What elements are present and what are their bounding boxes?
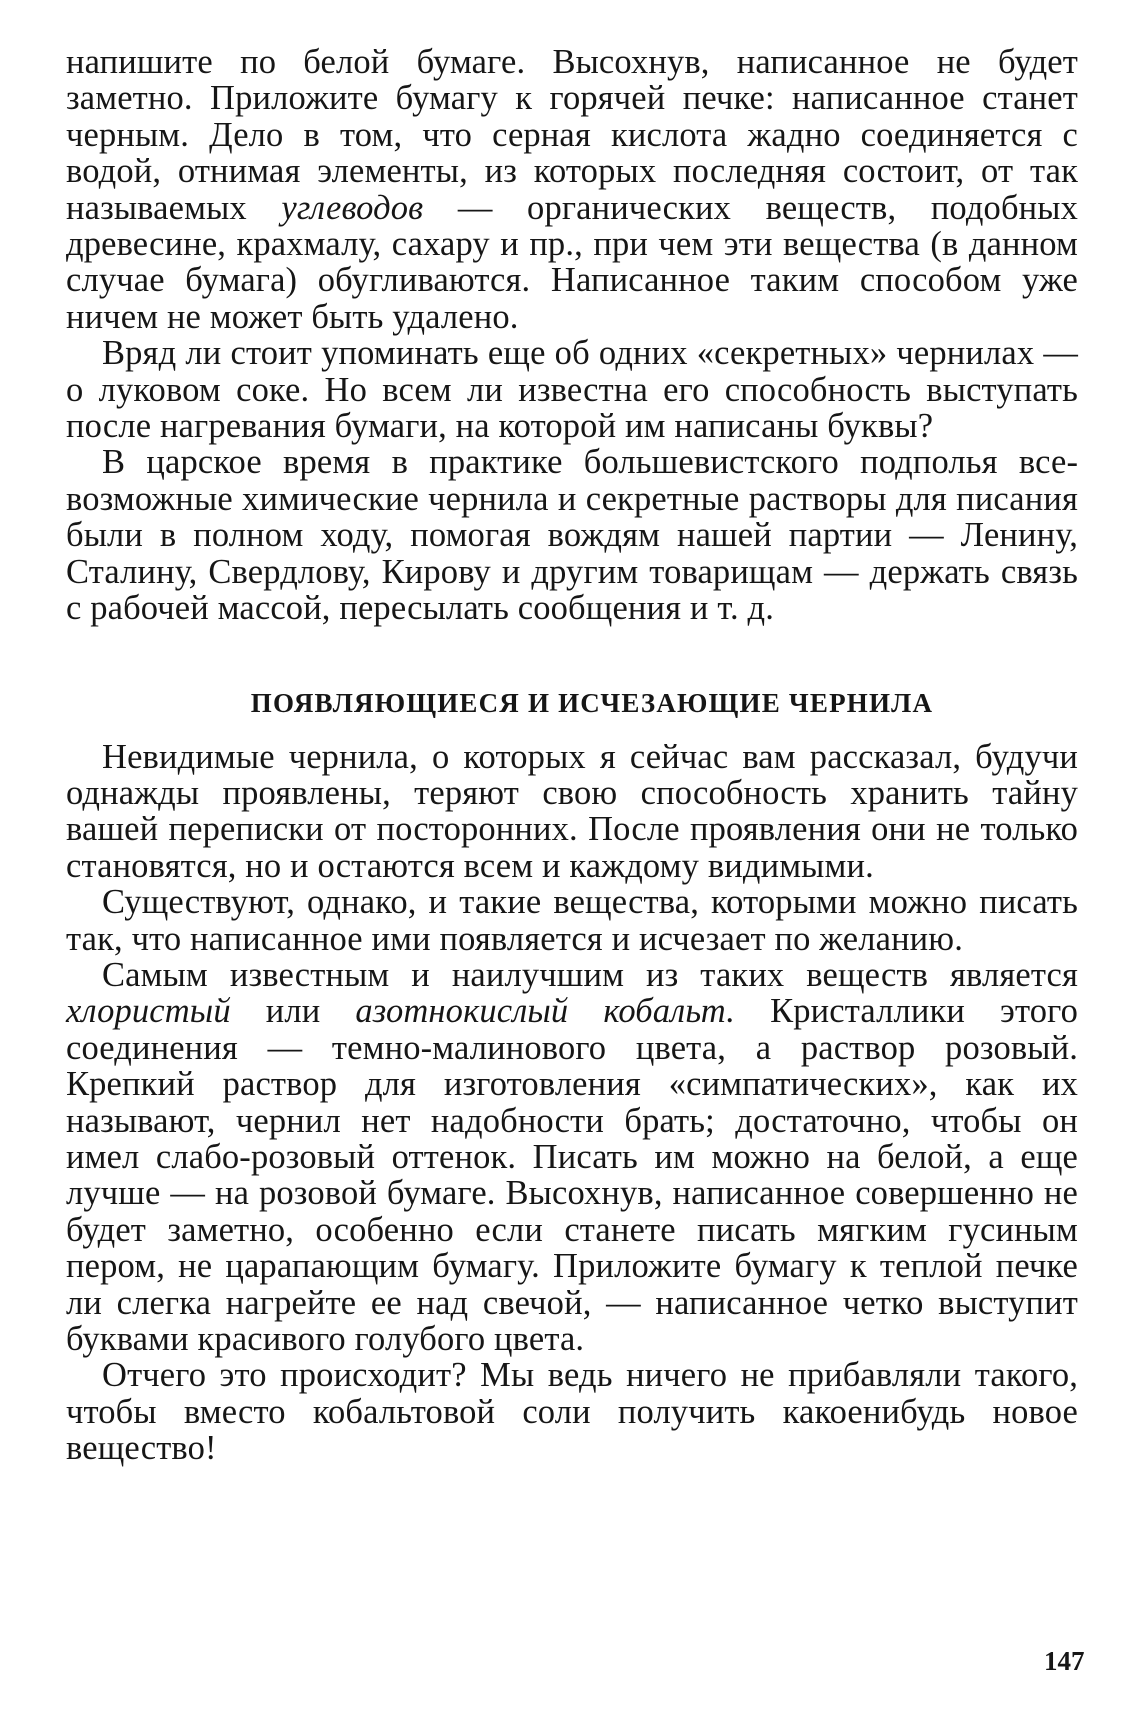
page-number: 147	[1044, 1646, 1085, 1676]
text-run: Кристаллики этого соединения — темно-малинового цвета, а раствор розовый. Крепкий раствор для изготовления «симпатических», как их называют, чернил нет надобности брать; достаточно, чтобы он имел слабо-розовый оттенок. Писать им можно на белой, а еще лучше — на розовой бумаге. Высохнув, написанное совершенно не будет заметно, особенно если станете писать мягким гусиным пером, не царапающим бумагу. Приложите бумагу к теплой печке ли слегка нагрейте ее над свечой, — написанное четко выступит буквами красивого голубого цвета.	[66, 992, 1078, 1358]
paragraph	[66, 335, 1078, 444]
text-run: или	[230, 992, 356, 1031]
paragraph	[66, 884, 1078, 957]
text-run: Отчего это происходит? Мы ведь ничего не прибавляли такого, чтобы вместо кобальтовой соли получить какоенибудь новое вещество!	[66, 1356, 1078, 1468]
text-run: напишите по белой бумаге. Высохнув, написанное не будет заметно. Приложите бумагу к горячей печке: написанное станет черным. Дело в том, что серная кислота жадно соединяется с водой, отнимая элементы, из которых последняя состоит, от так называемых	[66, 43, 1078, 227]
text-run: Самым известным и наилучшим из таких веществ является	[102, 955, 1078, 994]
text-run: Вряд ли стоит упоминать еще об одних «секретных» чернилах — о луковом соке. Но всем ли известна его способность выступать после нагревания бумаги, на которой им написаны буквы?	[66, 334, 1078, 446]
text-run: Невидимые чернила, о которых я сейчас вам рассказал, будучи однажды проявлены, теряют свою способность хранить тайну вашей переписки от посторонних. После проявления они не только становятся, но и остаются всем и каждому видимыми.	[66, 737, 1078, 885]
paragraph	[66, 1357, 1078, 1466]
italic-term: азотнокислый кобальт.	[355, 992, 736, 1031]
italic-term: углеводов	[281, 188, 424, 227]
paragraph	[66, 957, 1078, 1357]
paragraph	[66, 739, 1078, 885]
italic-term: хлористый	[66, 992, 231, 1031]
text-run: — органических веществ, подобных древесине, крахмалу, сахару и пр., при чем эти вещества (в данном случае бумага) обугливаются. Написанное таким способом уже ничем не может быть удалено.	[66, 188, 1078, 336]
text-run: Существуют, однако, и такие вещества, которыми можно писать так, что написанное ими появляется и исчезает по желанию.	[66, 883, 1078, 958]
text-run: В царское время в практике большевистского подполья всевозможные химические чернила и секретные растворы для писания были в полном ходу, помогая вождям нашей партии — Ленину, Сталину, Свердлову, Кирову и другим товарищам — держать связь с рабочей массой, пересылать сообщения и т. д.	[66, 443, 1078, 628]
paragraph-continued	[66, 44, 1078, 335]
section-heading: ПОЯВЛЯЮЩИЕСЯ И ИСЧЕЗАЮЩИЕ ЧЕРНИЛА	[250, 687, 934, 718]
page-body	[66, 44, 1078, 1467]
paragraph	[66, 444, 1078, 626]
